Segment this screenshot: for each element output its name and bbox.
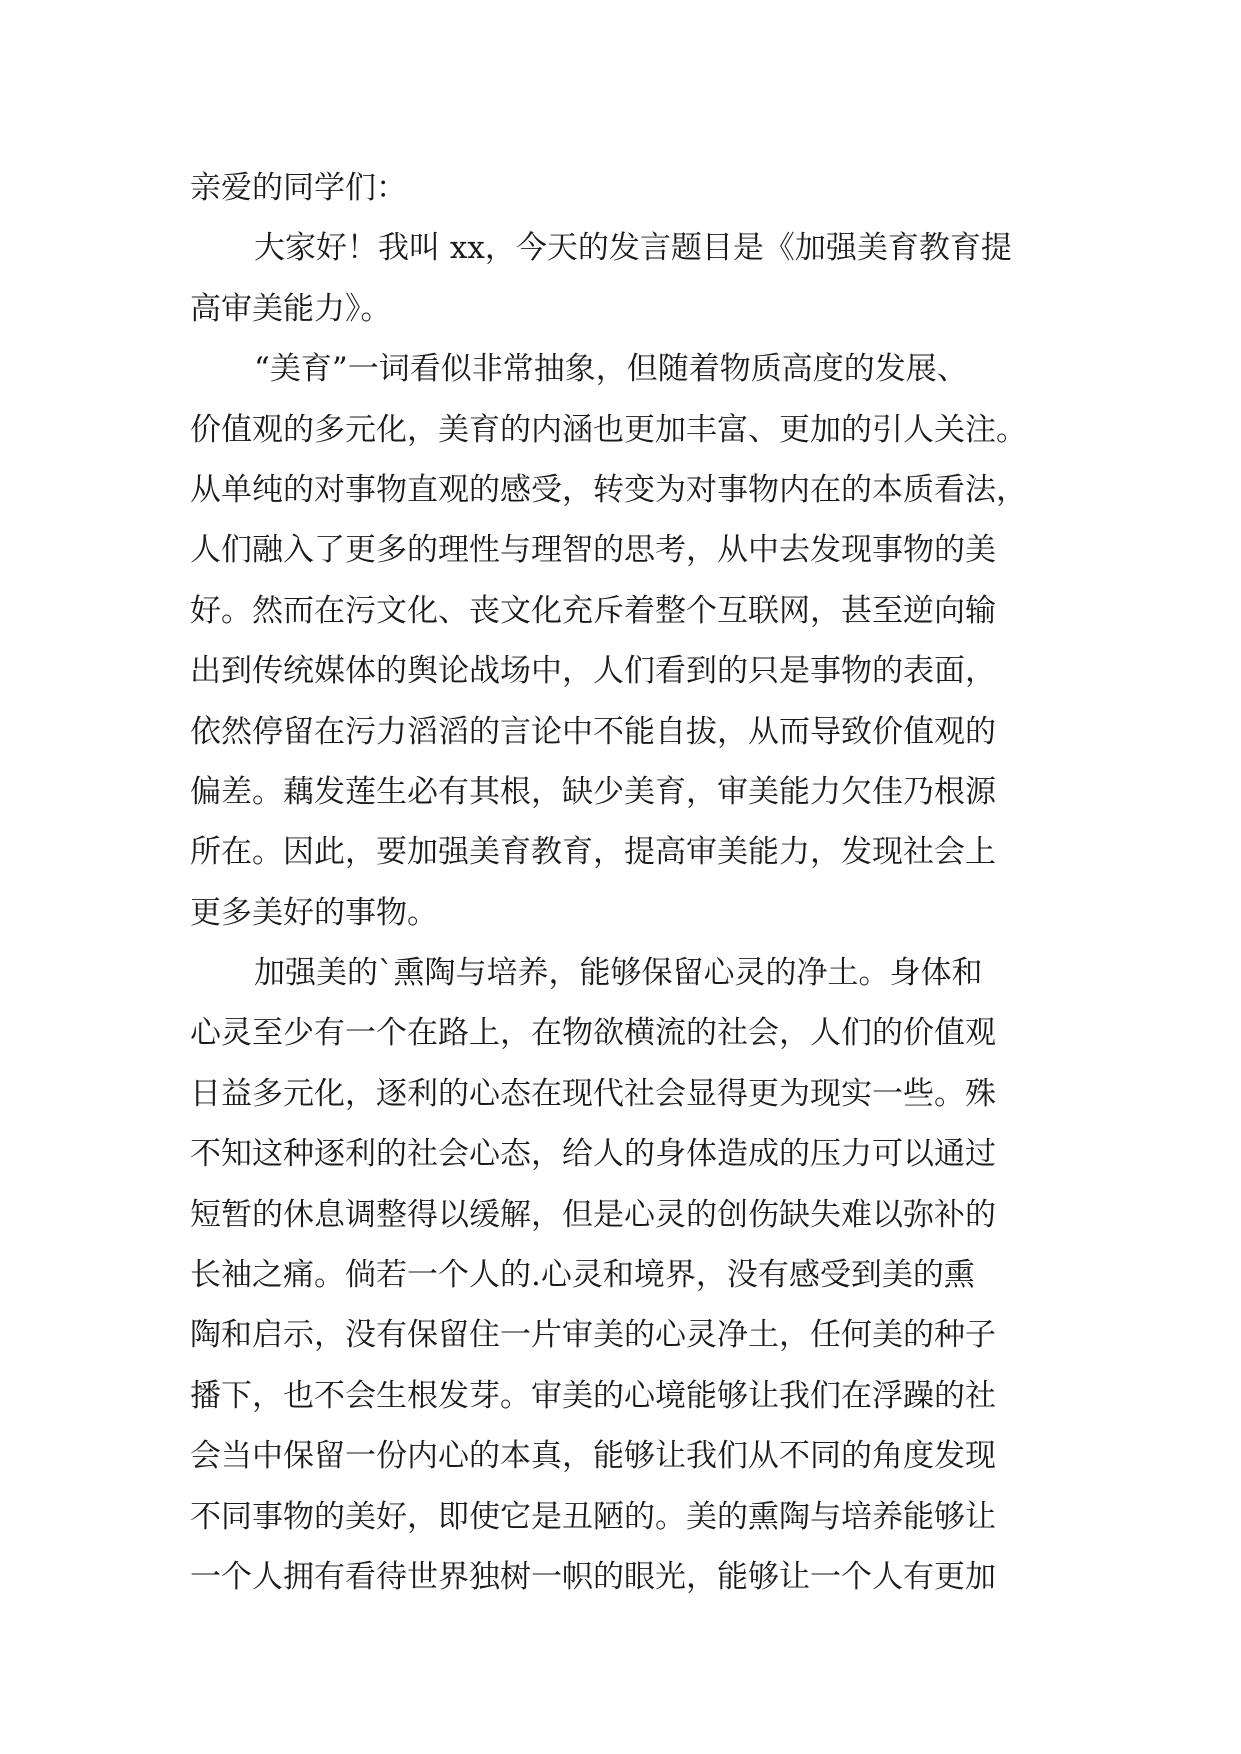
- text-line: 一个人拥有看待世界独树一帜的眼光，能够让一个人有更加: [190, 1558, 996, 1595]
- text-line: 从单纯的对事物直观的感受，转变为对事物内在的本质看法，: [190, 471, 1027, 508]
- text-line: 不知这种逐利的社会心态，给人的身体造成的压力可以通过: [190, 1136, 996, 1173]
- text-line: 依然停留在污力滔滔的言论中不能自拔，从而导致价值观的: [190, 713, 996, 750]
- text-line: 好。然而在污文化、丧文化充斥着整个互联网，甚至逆向输: [190, 592, 996, 629]
- text-line: 更多美好的事物。: [190, 894, 438, 931]
- text-line: 心灵至少有一个在路上，在物欲横流的社会，人们的价值观: [190, 1015, 996, 1052]
- text-line: 亲爱的同学们：: [190, 170, 407, 206]
- text-line: 高审美能力》。: [190, 290, 392, 327]
- text-line: 播下，也不会生根发芽。审美的心境能够让我们在浮躁的社: [190, 1377, 996, 1414]
- text-line: 会当中保留一份内心的本真，能够让我们从不同的角度发现: [190, 1438, 996, 1475]
- text-line: 加强美的`熏陶与培养，能够保留心灵的净土。身体和: [254, 955, 983, 992]
- text-line: 所在。因此，要加强美育教育，提高审美能力，发现社会上: [190, 834, 996, 871]
- text-line: 人们融入了更多的理性与理智的思考，从中去发现事物的美: [190, 532, 996, 569]
- document-body: [190, 158, 1060, 1607]
- text-line: 偏差。藕发莲生必有其根，缺少美育，审美能力欠佳乃根源: [190, 773, 996, 810]
- text-line: 大家好！我叫 xx，今天的发言题目是《加强美育教育提: [254, 230, 1012, 267]
- text-line: 出到传统媒体的舆论战场中，人们看到的只是事物的表面，: [190, 653, 996, 690]
- text-line: 短暂的休息调整得以缓解，但是心灵的创伤缺失难以弥补的: [190, 1196, 996, 1233]
- text-line: 价值观的多元化，美育的内涵也更加丰富、更加的引人关注。: [190, 411, 1027, 448]
- text-line: “美育”一词看似非常抽象，但随着物质高度的发展、: [254, 351, 968, 388]
- text-line: 陶和启示，没有保留住一片审美的心灵净土，任何美的种子: [190, 1317, 996, 1354]
- text-line: 日益多元化，逐利的心态在现代社会显得更为现实一些。殊: [190, 1075, 996, 1112]
- text-line: 长袖之痛。倘若一个人的.心灵和境界，没有感受到美的熏: [190, 1257, 975, 1294]
- text-line: 不同事物的美好，即使它是丑陋的。美的熏陶与培养能够让: [190, 1498, 996, 1535]
